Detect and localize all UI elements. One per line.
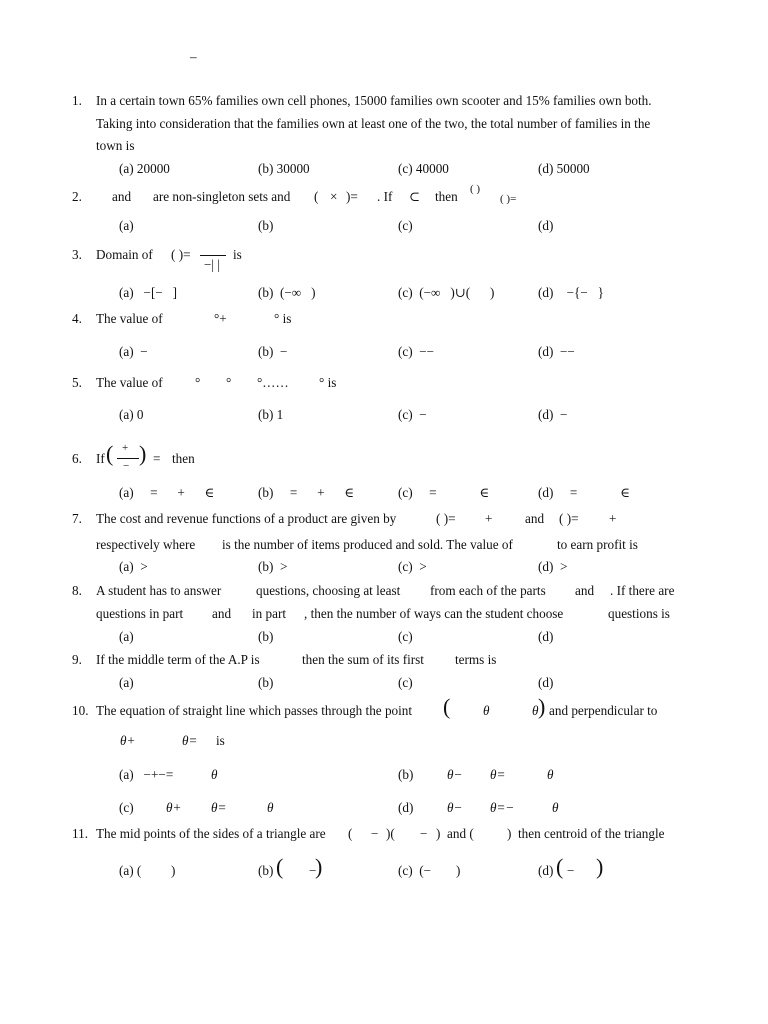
option-c-part: θ+ [166,800,182,815]
text-fragment: The equation of straight line which passes through the point [96,703,413,718]
question-text-line: In a certain town 65% families own cell phones, 15000 families own scooter and 15% families own both. [96,93,652,108]
option-d: (d) − [538,407,568,422]
question-number: 10. [72,703,89,718]
text-fragment: θ= [182,733,198,748]
question-text-line: town is [96,138,135,153]
option-c: (c) −− [398,344,435,359]
option-b-part: θ [547,767,554,782]
text-fragment: are non-singleton sets and [153,189,291,204]
option-c-part: ) [456,863,461,878]
option-b: (b) = + ∈ [258,485,355,500]
option-c: (c) [398,675,413,690]
text-fragment: )= [346,189,358,204]
option-b: (b) > [258,559,288,574]
text-fragment: ) [436,826,441,841]
text-fragment: then [172,451,195,466]
text-fragment: The mid points of the sides of a triangle are [96,826,326,841]
question-text-line: to earn profit is [557,537,638,552]
text-fragment: The value of [96,311,163,326]
option-a: (a) 20000 [119,161,170,176]
option-c: (c) [398,629,413,644]
text-fragment: ( )= [559,511,579,526]
text-fragment: ( [314,189,319,204]
option-a: (a) [119,629,134,644]
question-number: 11. [72,826,88,841]
fraction-bar [117,458,139,459]
right-paren: ) [596,854,604,879]
text-fragment: and [575,583,595,598]
text-fragment: × [330,189,338,204]
option-a: (a) −+−= [119,767,174,782]
option-d-part: − [567,863,575,878]
text-fragment: ⊂ [409,189,421,204]
option-b: (b) 1 [258,407,284,422]
text-fragment: − [371,826,379,841]
text-fragment: questions, choosing at least [256,583,401,598]
text-fragment: − [123,460,130,472]
question-number: 9. [72,652,82,667]
text-fragment: ( )= [500,193,517,205]
text-fragment: is [233,247,242,262]
option-d: (d) > [538,559,568,574]
text-fragment: then the sum of its first [302,652,424,667]
text-fragment: −| | [204,257,221,272]
fraction-bar [200,255,226,256]
text-fragment: . If [377,189,393,204]
option-b: (b) [258,675,274,690]
text-fragment: )( [386,826,395,841]
option-c-part: θ= [211,800,227,815]
text-fragment: in part [252,606,287,621]
text-fragment: ° is [274,311,292,326]
option-d: (d) [538,629,554,644]
option-d: (d) −− [538,344,575,359]
option-a: (a) = + ∈ [119,485,215,500]
option-b-part: θ= [490,767,506,782]
text-fragment: = [153,451,161,466]
left-paren: ( [106,441,114,466]
right-paren: ) [315,854,323,879]
option-d: (d) [538,675,554,690]
text-fragment: ° [226,375,232,390]
option-c: (c) − [398,407,427,422]
option-d: (d) −{− } [538,285,604,300]
text-fragment: . If there are [610,583,675,598]
option-a-part: θ [211,767,218,782]
option-a: (a) > [119,559,148,574]
option-d-part: θ− [447,800,463,815]
option-c: (c) [119,800,134,815]
text-fragment: then [435,189,458,204]
option-a: (a) 0 [119,407,144,422]
question-number: 6. [72,451,82,466]
option-a-part: ) [171,863,176,878]
option-d: (d) = ∈ [538,485,630,500]
option-c: (c) (−∞ )∪( ) [398,285,495,300]
right-paren: ) [139,441,147,466]
text-fragment: questions in part [96,606,184,621]
text-fragment: ( )= [436,511,456,526]
text-fragment: ° is [319,375,337,390]
question-number: 8. [72,583,82,598]
option-d-part: θ=− [490,800,515,815]
text-fragment: and [112,189,132,204]
text-fragment: Domain of [96,247,153,262]
option-b: (b) − [258,344,288,359]
text-fragment: and ( [447,826,474,841]
text-fragment: then centroid of the triangle [518,826,665,841]
text-fragment: A student has to answer [96,583,222,598]
option-b: (b) (−∞ ) [258,285,316,300]
text-fragment: °+ [214,311,227,326]
option-d: (d) 50000 [538,161,590,176]
left-paren: ( [443,694,451,719]
option-d: (d) [538,863,554,878]
option-a: (a) ( [119,863,142,878]
option-d: (d) [538,218,554,233]
option-a: (a) [119,675,134,690]
text-fragment: is [216,733,225,748]
option-c: (c) = ∈ [398,485,490,500]
text-fragment: ( )= [171,247,191,262]
text-fragment: If [96,451,105,466]
option-b: (b) 30000 [258,161,310,176]
option-d: (d) [398,800,414,815]
text-fragment: ( ) [470,183,481,195]
option-c: (c) > [398,559,427,574]
option-c: (c) (− [398,863,432,878]
text-fragment: The value of [96,375,163,390]
question-number: 2. [72,189,82,204]
text-fragment: and perpendicular to [549,703,658,718]
text-fragment: and [525,511,545,526]
text-fragment: + [122,442,129,454]
option-a: (a) [119,218,134,233]
question-number: 5. [72,375,82,390]
right-paren: ) [538,694,546,719]
option-b: (b) [258,629,274,644]
text-fragment: θ [532,703,539,718]
text-fragment: ( [348,826,353,841]
option-b-part: − [309,863,317,878]
option-c: (c) [398,218,413,233]
text-fragment: ) [507,826,512,841]
left-paren: ( [556,854,564,879]
text-fragment: θ [483,703,490,718]
question-text-line: respectively where [96,537,196,552]
question-number: 1. [72,93,82,108]
text-fragment: terms is [455,652,497,667]
option-c-part: θ [267,800,274,815]
question-number: 7. [72,511,82,526]
text-fragment: + [485,511,493,526]
question-text-line: The cost and revenue functions of a product are given by [96,511,397,526]
left-paren: ( [276,854,284,879]
text-fragment: and [212,606,232,621]
text-fragment: + [609,511,617,526]
text-fragment: questions is [608,606,670,621]
text-fragment: , then the number of ways can the student choose [304,606,564,621]
text-fragment: ° [195,375,201,390]
option-b-part: θ− [447,767,463,782]
text-fragment: − [420,826,428,841]
text-fragment: If the middle term of the A.P is [96,652,260,667]
text-fragment: θ+ [120,733,136,748]
question-text-line: Taking into consideration that the families own at least one of the two, the total number of families in the [96,116,651,131]
option-c: (c) 40000 [398,161,449,176]
text-fragment: from each of the parts [430,583,546,598]
question-number: 3. [72,247,82,262]
option-a: (a) − [119,344,148,359]
option-b: (b) [258,863,274,878]
text-fragment: °…… [257,375,289,390]
header-mark: – [190,49,197,64]
option-b: (b) [398,767,414,782]
option-d-part: θ [552,800,559,815]
question-text-line: is the number of items produced and sold. The value of [222,537,513,552]
option-b: (b) [258,218,274,233]
option-a: (a) −[− ] [119,285,178,300]
question-number: 4. [72,311,82,326]
